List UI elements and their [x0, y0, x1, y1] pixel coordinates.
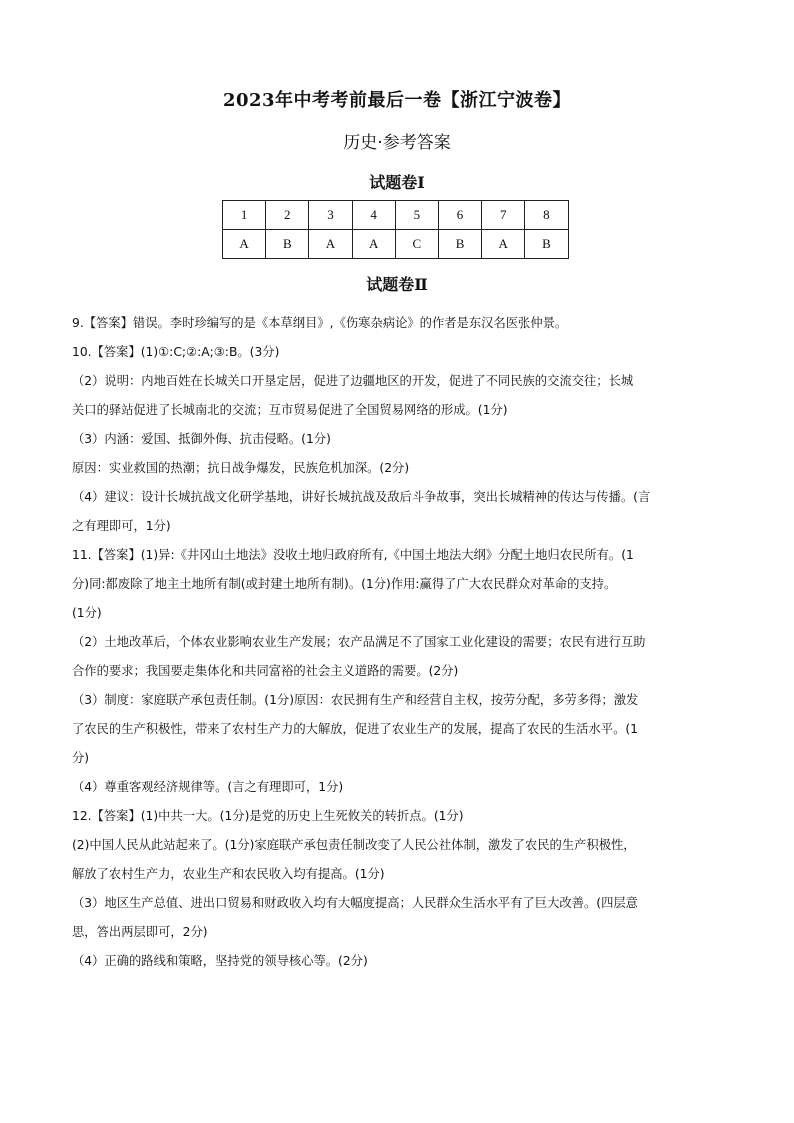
question-number-row [223, 201, 569, 230]
answer-line: 关口的驿站促进了长城南北的交流；互市贸易促进了全国贸易网络的形成。(1分) [72, 403, 508, 417]
answer-cell: A [352, 230, 395, 259]
answer-line: （4）正确的路线和策略，坚持党的领导核心等。(2分) [72, 954, 368, 968]
answer-line: 12.【答案】(1)中共一大。(1分)是党的历史上生死攸关的转折点。(1分) [72, 809, 464, 823]
answer-table [222, 200, 569, 259]
answer-line: 思，答出两层即可，2分) [72, 925, 208, 939]
answer-cell: C [395, 230, 438, 259]
question-number: 7 [482, 201, 525, 230]
answer-cell: B [266, 230, 309, 259]
answer-line: （2）说明：内地百姓在长城关口开垦定居，促进了边疆地区的开发，促进了不同民族的交流交往；长城 [72, 374, 634, 388]
question-number: 5 [395, 201, 438, 230]
question-number: 3 [309, 201, 352, 230]
answer-line: 合作的要求；我国要走集体化和共同富裕的社会主义道路的需要。(2分) [72, 664, 459, 678]
question-number: 8 [525, 201, 568, 230]
answer-line: (2)中国人民从此站起来了。(1分)家庭联产承包责任制改变了人民公社体制，激发了农民的生产积极性， [72, 838, 636, 852]
answer-line: 10.【答案】(1)①:C;②:A;③:B。(3分) [72, 345, 280, 359]
answer-line: 9.【答案】错误。李时珍编写的是《本草纲目》,《伤寒杂病论》的作者是东汉名医张仲景。 [72, 316, 568, 330]
page-title: 2023年中考考前最后一卷【浙江宁波卷】 [222, 90, 572, 111]
answer-cell: A [482, 230, 525, 259]
answer-line: 原因：实业救国的热潮；抗日战争爆发，民族危机加深。(2分) [72, 461, 410, 475]
question-number: 4 [352, 201, 395, 230]
answer-cell: A [223, 230, 266, 259]
answer-line: 之有理即可，1分) [72, 519, 171, 533]
answer-cell: A [309, 230, 352, 259]
answer-line: 分) [72, 751, 90, 765]
answer-line: （3）内涵：爱国、抵御外侮、抗击侵略。(1分) [72, 432, 331, 446]
answer-line: （3）制度：家庭联产承包责任制。(1分)原因：农民拥有生产和经营自主权，按劳分配，多劳多得；激发 [72, 693, 639, 707]
answer-line: （4）尊重客观经济规律等。(言之有理即可，1分) [72, 780, 344, 794]
answer-line: （3）地区生产总值、进出口贸易和财政收入均有大幅度提高；人民群众生活水平有了巨大改善。(四层意 [72, 896, 638, 910]
section2-heading: 试题卷Ⅱ [366, 275, 428, 294]
question-number: 2 [266, 201, 309, 230]
answer-line: (1分) [72, 606, 102, 620]
question-number: 1 [223, 201, 266, 230]
answer-line: 解放了农村生产力，农业生产和农民收入均有提高。(1分) [72, 867, 385, 881]
answer-explanations [72, 309, 732, 976]
answer-line: 分)同:都废除了地主土地所有制(或封建土地所有制)。(1分)作用:赢得了广大农民群众对革命的支持。 [72, 577, 617, 591]
question-number: 6 [438, 201, 481, 230]
answer-line: （4）建议：设计长城抗战文化研学基地，讲好长城抗战及敌后斗争故事，突出长城精神的传达与传播。(言 [72, 490, 651, 504]
page-subtitle: 历史·参考答案 [343, 133, 451, 153]
answer-line: 了农民的生产积极性，带来了农村生产力的大解放，促进了农业生产的发展，提高了农民的生活水平。(1 [72, 722, 638, 736]
answer-line: （2）土地改革后，个体农业影响农业生产发展；农产品满足不了国家工业化建设的需要；农民有进行互助 [72, 635, 646, 649]
section1-heading: 试题卷Ⅰ [369, 173, 425, 192]
answer-cell: B [525, 230, 568, 259]
answer-cell: B [438, 230, 481, 259]
answer-row [223, 230, 569, 259]
answer-line: 11.【答案】(1)异:《井冈山土地法》没收土地归政府所有,《中国土地法大纲》分配土地归农民所有。(1 [72, 548, 634, 562]
